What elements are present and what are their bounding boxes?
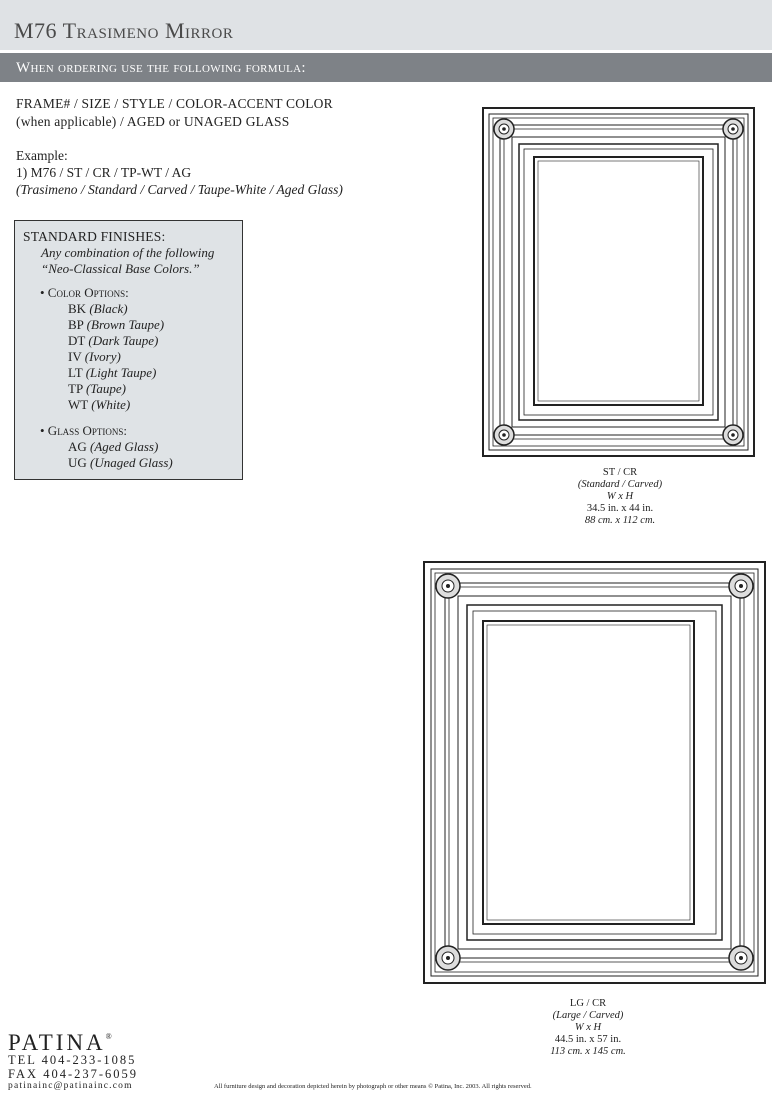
product-description: (Large / Carved) xyxy=(552,1010,624,1021)
list-item: BK (Black) xyxy=(68,301,128,316)
product-cm: 88 cm. x 112 cm. xyxy=(584,515,656,526)
page-title: M76 Trasimeno Mirror xyxy=(14,18,234,43)
list-item: LT (Light Taupe) xyxy=(68,365,157,380)
standard-finishes-box xyxy=(14,220,243,480)
corner-rosette-icon xyxy=(494,425,514,445)
mirror-large-illustration xyxy=(423,561,766,984)
phone-number: TEL 404-233-1085 xyxy=(8,1053,137,1067)
page-subtitle: When ordering use the following formula: xyxy=(16,60,306,76)
product-cm: 113 cm. x 145 cm. xyxy=(550,1046,626,1057)
product-inches: 34.5 in. x 44 in. xyxy=(586,503,654,514)
color-options-heading: • Color Options: xyxy=(40,285,129,300)
finishes-desc-line-1: Any combination of the following xyxy=(41,245,215,260)
order-formula xyxy=(16,95,333,131)
product-inches: 44.5 in. x 57 in. xyxy=(554,1034,622,1045)
formula-line-2: (when applicable) / AGED or UNAGED GLASS xyxy=(16,114,290,129)
corner-rosette-icon xyxy=(494,119,514,139)
corner-rosette-icon xyxy=(723,119,743,139)
list-item: BP (Brown Taupe) xyxy=(68,317,165,332)
finishes-desc-line-2: “Neo-Classical Base Colors.” xyxy=(41,261,200,276)
example-label: Example: xyxy=(16,148,68,163)
example-explanation: (Trasimeno / Standard / Carved / Taupe-White / Aged Glass) xyxy=(16,182,343,197)
product-caption-large xyxy=(518,998,658,1058)
corner-rosette-icon xyxy=(729,574,753,598)
corner-rosette-icon xyxy=(723,425,743,445)
product-dims-label: W x H xyxy=(574,1022,602,1033)
formula-line-1: FRAME# / SIZE / STYLE / COLOR-ACCENT COLOR xyxy=(16,96,333,111)
product-caption-standard xyxy=(550,467,690,527)
registered-mark: ® xyxy=(105,1032,112,1041)
glass-options-list xyxy=(68,439,173,471)
corner-rosette-icon xyxy=(436,574,460,598)
color-options-list xyxy=(68,301,164,413)
list-item: WT (White) xyxy=(68,397,131,412)
finishes-description xyxy=(41,245,214,277)
glass-options-heading: • Glass Options: xyxy=(40,423,127,438)
copyright-notice: All furniture design and decoration depicted herein by photograph or other means © Patina, Inc. 2003. All rights reserved. xyxy=(214,1083,532,1090)
example-code: 1) M76 / ST / CR / TP-WT / AG xyxy=(16,165,192,180)
brand-name: PATINA xyxy=(8,1030,106,1055)
list-item: AG (Aged Glass) xyxy=(68,439,159,454)
list-item: TP (Taupe) xyxy=(68,381,126,396)
product-description: (Standard / Carved) xyxy=(577,479,663,490)
finishes-heading: STANDARD FINISHES: xyxy=(23,229,166,244)
email-address: patinainc@patinainc.com xyxy=(8,1081,133,1091)
fax-number: FAX 404-237-6059 xyxy=(8,1067,139,1081)
contact-block xyxy=(8,1053,138,1081)
list-item: IV (Ivory) xyxy=(68,349,121,364)
mirror-standard-illustration xyxy=(482,107,755,457)
product-code: ST / CR xyxy=(602,467,638,478)
product-dims-label: W x H xyxy=(606,491,634,502)
example-block xyxy=(16,147,343,198)
corner-rosette-icon xyxy=(436,946,460,970)
product-code: LG / CR xyxy=(569,998,607,1009)
list-item: UG (Unaged Glass) xyxy=(68,455,173,470)
corner-rosette-icon xyxy=(729,946,753,970)
list-item: DT (Dark Taupe) xyxy=(68,333,159,348)
